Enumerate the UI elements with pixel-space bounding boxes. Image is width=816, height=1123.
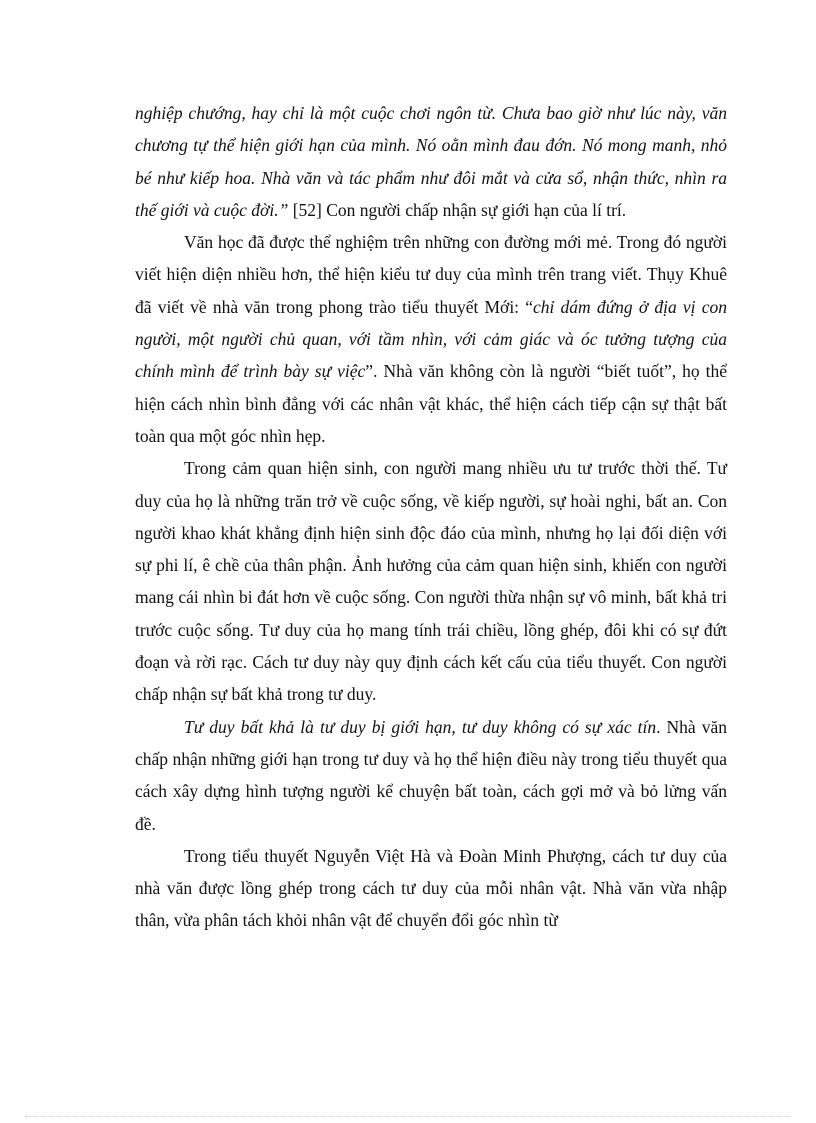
body-text: ”. Nhà văn không còn là người “biết tuốt”, họ thể hiện cách nhìn bình đẳng với các nhân vật khác, thể hiện cách tiếp cận sự thật bất toàn qua một góc nhìn hẹp. (135, 361, 727, 446)
paragraph-2 (135, 226, 727, 452)
quote-text: nghiệp chướng, hay chỉ là một cuộc chơi ngôn từ. Chưa bao giờ như lúc này, văn chương tự thể hiện giới hạn của mình. Nó oằn mình đau đớn. Nó mong manh, nhỏ bé như kiếp hoa. Nhà văn và tác phẩm như đôi mắt và cửa sổ, nhận thức, nhìn ra thế giới và cuộc đời.” (135, 103, 727, 220)
body-text: . Nhà văn chấp nhận những giới hạn trong tư duy và họ thể hiện điều này trong tiểu thuyết qua cách xây dựng hình tượng người kể chuyện bất toàn, cách gợi mở và bỏ lửng vấn đề. (135, 716, 727, 834)
paragraph-4 (135, 711, 727, 840)
page-bottom-divider (25, 1116, 791, 1117)
quote-text: chỉ dám đứng ở địa vị con người, một người chủ quan, với tầm nhìn, với cảm giác và óc tưởng tượng của chính mình để trình bày sự việc (135, 296, 727, 382)
definition-text: Tư duy bất khả là tư duy bị giới hạn, tư duy không có sự xác tín (184, 716, 657, 737)
paragraph-3 (135, 452, 727, 710)
body-text: Văn học đã được thể nghiệm trên những con đường mới mẻ. Trong đó người viết hiện diện nhiều hơn, thể hiện kiểu tư duy của mình trên trang viết. Thụy Khuê đã viết về nhà văn trong phong trào tiểu thuyết Mới: “ (135, 232, 727, 317)
paragraph-5 (135, 840, 727, 937)
paragraph-1 (135, 97, 727, 226)
body-text: Trong cảm quan hiện sinh, con người mang nhiều ưu tư trước thời thế. Tư duy của họ là những trăn trở về cuộc sống, về kiếp người, sự hoài nghi, bất an. Con người khao khát khẳng định hiện sinh độc đáo của mình, nhưng họ lại đối diện với sự phi lí, ê chề của thân phận. Ảnh hưởng của cảm quan hiện sinh, khiến con người mang cái nhìn bi đát hơn về cuộc sống. Con người thừa nhận sự vô minh, bất khả tri trước cuộc sống. Tư duy của họ mang tính trái chiều, lồng ghép, đôi khi có sự đứt đoạn và rời rạc. Cách tư duy này quy định cách kết cấu của tiểu thuyết. Con người chấp nhận sự bất khả trong tư duy. (135, 458, 727, 705)
document-page (135, 97, 727, 937)
body-text: Trong tiểu thuyết Nguyễn Việt Hà và Đoàn Minh Phượng, cách tư duy của nhà văn được lồng ghép trong cách tư duy của mỗi nhân vật. Nhà văn vừa nhập thân, vừa phân tách khỏi nhân vật để chuyển đổi góc nhìn từ (135, 845, 727, 931)
citation-text: [52] Con người chấp nhận sự giới hạn của lí trí. (288, 199, 627, 220)
